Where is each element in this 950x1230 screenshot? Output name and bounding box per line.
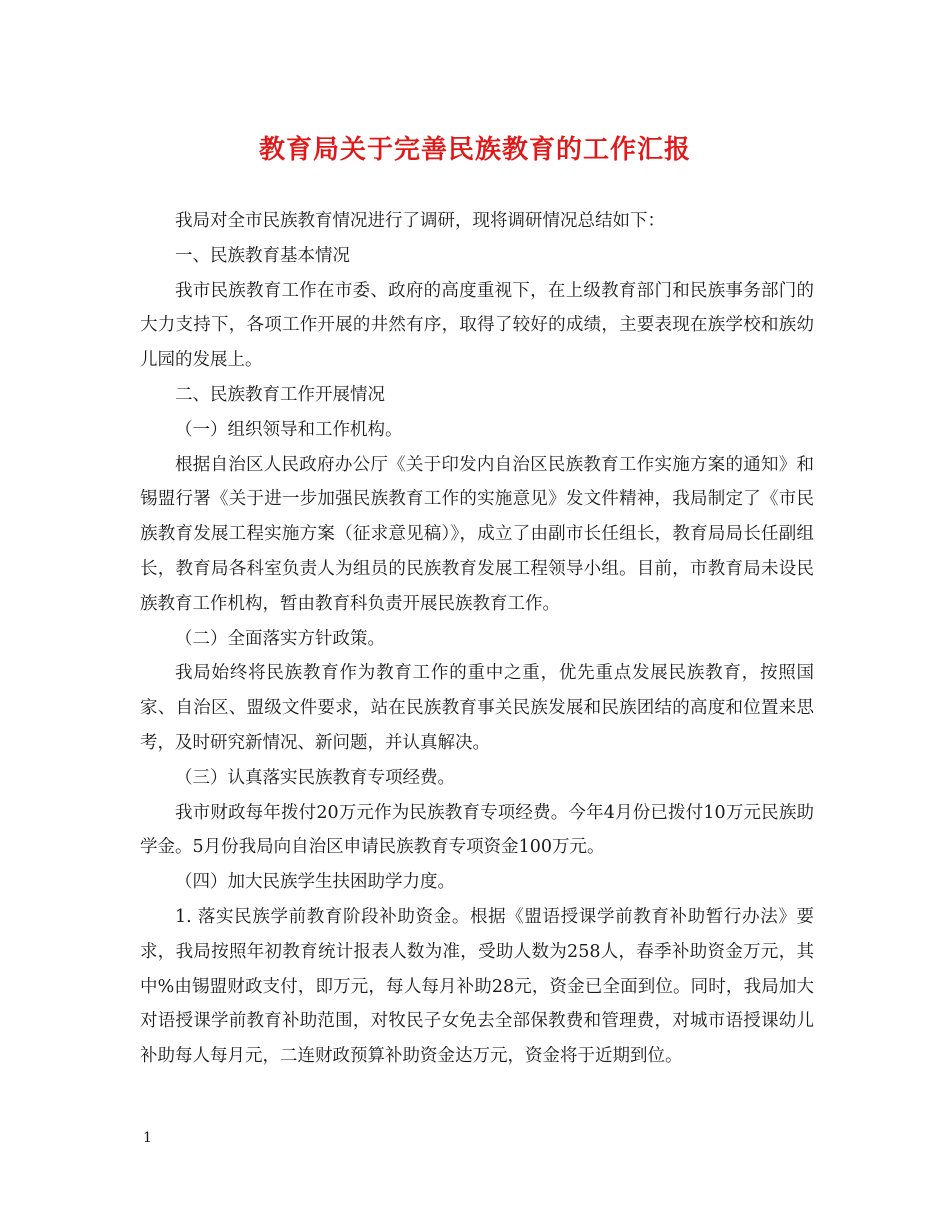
section-heading-1: 一、民族教育基本情况	[175, 245, 350, 266]
subsection-heading-2: （二）全面落实方针政策。	[175, 628, 385, 649]
subsection-heading-3: （三）认真落实民族教育专项经费。	[175, 767, 455, 788]
policy-paragraph: 我局始终将民族教育作为教育工作的重中之重，优先重点发展民族教育，按照国家、自治区、盟级文件要求，站在民族教育事关民族发展和民族团结的高度和位置来思考，及时研究新情况、新问题，并认真解决。	[140, 663, 814, 753]
document-title: 教育局关于完善民族教育的工作汇报	[258, 135, 691, 165]
intro-paragraph: 我局对全市民族教育情况进行了调研，现将调研情况总结如下：	[175, 211, 665, 231]
subsection-heading-4: （四）加大民族学生扶困助学力度。	[175, 872, 455, 893]
page-number: 1	[143, 1130, 152, 1146]
organization-paragraph: 根据自治区人民政府办公厅《关于印发内自治区民族教育工作实施方案的通知》和锡盟行署《关于进一步加强民族教育工作的实施意见》发文件精神，我局制定了《市民族教育发展工程实施方案（征求意见稿）》，成立了由副市长任组长，教育局局长任副组长，教育局各科室负责人为组员的民族教育发展工程领导小组。目前，市教育局未设民族教育工作机构，暂由教育科负责开展民族教育工作。	[140, 454, 814, 614]
preschool-subsidy-paragraph: 1. 落实民族学前教育阶段补助资金。根据《盟语授课学前教育补助暂行办法》要求，我局按照年初教育统计报表人数为准，受助人数为258人，春季补助资金万元，其中%由锡盟财政支付，即万元，每人每月补助28元，资金已全面到位。同时，我局加大对语授课学前教育补助范围，对牧民子女免去全部保教费和管理费，对城市语授课幼儿补助每人每月元，二连财政预算补助资金达万元，资金将于近期到位。	[140, 906, 814, 1067]
subsection-heading-1: （一）组织领导和工作机构。	[175, 419, 403, 440]
section-heading-2: 二、民族教育工作开展情况	[175, 384, 385, 405]
funding-paragraph: 我市财政每年拨付20万元作为民族教育专项经费。今年4月份已拨付10万元民族助学金。5月份我局向自治区申请民族教育专项资金100万元。	[140, 802, 814, 858]
basic-situation-paragraph: 我市民族教育工作在市委、政府的高度重视下，在上级教育部门和民族事务部门的大力支持下，各项工作开展的井然有序，取得了较好的成绩，主要表现在族学校和族幼儿园的发展上。	[140, 280, 814, 371]
document-body	[140, 204, 814, 1074]
